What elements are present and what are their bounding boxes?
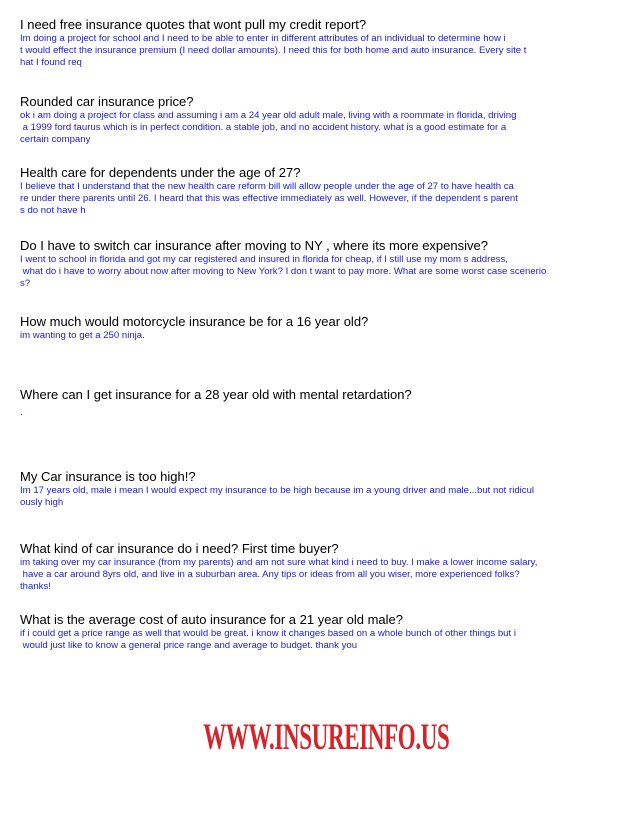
question-heading: What is the average cost of auto insurance for a 21 year old male?: [20, 612, 403, 627]
answer-text: [20, 110, 620, 146]
answer-text: [20, 33, 620, 69]
question-heading: Health care for dependents under the age of 27?: [20, 165, 301, 180]
answer-line: re under there parents until 26. I heard that this was effective immediately as well. However, if the dependent s parent: [20, 193, 518, 204]
footer-website-url: WWW.INSUREINFO.US: [203, 717, 450, 758]
question-heading: How much would motorcycle insurance be for a 16 year old?: [20, 314, 369, 329]
answer-line: Im doing a project for school and I need to be able to enter in different attributes of an individual to determine how i: [20, 33, 506, 44]
answer-text: [20, 254, 620, 290]
qa-entry-2: [20, 94, 620, 146]
answer-line: I believe that I understand that the new health care reform bill will allow people under the age of 27 to have health ca: [20, 181, 514, 192]
question-heading: Do I have to switch car insurance after moving to NY , where its more expensive?: [20, 238, 488, 253]
answer-line: certain company: [20, 134, 91, 145]
qa-entry-5: [20, 314, 620, 342]
answer-line: Im 17 years old, male i mean I would expect my insurance to be high because im a young driver and male...but not ridicul: [20, 485, 535, 496]
answer-line: t would effect the insurance premium (I need dollar amounts). I need this for both home and auto insurance. Every site t: [20, 45, 527, 56]
question-heading: Rounded car insurance price?: [20, 94, 194, 109]
question-heading: My Car insurance is too high!?: [20, 469, 196, 484]
answer-text: [20, 181, 620, 217]
answer-text: [20, 628, 620, 652]
answer-line: s?: [20, 278, 31, 289]
answer-line: ously high: [20, 497, 64, 508]
question-heading: What kind of car insurance do i need? First time buyer?: [20, 541, 339, 556]
answer-text: [20, 330, 620, 342]
answer-line: .: [20, 407, 23, 418]
answer-text: [20, 407, 620, 419]
answer-line: I went to school in florida and got my car registered and insured in florida for cheap, if I still use my mom s address,: [20, 254, 508, 265]
question-heading: I need free insurance quotes that wont pull my credit report?: [20, 17, 367, 32]
answer-line: would just like to know a general price range and average to budget. thank you: [20, 640, 358, 651]
answer-line: im taking over my car insurance (from my parents) and am not sure what kind i need to buy. I make a lower income salary,: [20, 557, 538, 568]
answer-text: [20, 485, 620, 509]
answer-line: have a car around 8yrs old, and live in a suburban area. Any tips or ideas from all you wiser, more experienced folks?: [20, 569, 520, 580]
question-heading: Where can I get insurance for a 28 year old with mental retardation?: [20, 387, 412, 402]
qa-entry-7: [20, 469, 620, 509]
answer-line: a 1999 ford taurus which is in perfect condition. a stable job, and no accident history. what is a good estimate for a: [20, 122, 507, 133]
qa-entry-6: [20, 387, 620, 419]
answer-line: what do i have to worry about now after moving to New York? I don t want to pay more. What are some worst case scenerio: [20, 266, 547, 277]
answer-line: s do not have h: [20, 205, 86, 216]
qa-entry-3: [20, 165, 620, 217]
answer-line: thanks!: [20, 581, 51, 592]
qa-entry-1: [20, 17, 620, 69]
qa-entry-8: [20, 541, 620, 593]
qa-entry-4: [20, 238, 620, 290]
answer-line: im wanting to get a 250 ninja.: [20, 330, 145, 341]
answer-text: [20, 557, 620, 593]
answer-line: if i could get a price range as well that would be great. i know it changes based on a whole bunch of other things but i: [20, 628, 516, 639]
answer-line: hat I found req: [20, 57, 82, 68]
qa-entry-9: [20, 612, 620, 652]
answer-line: ok i am doing a project for class and assuming i am a 24 year old adult male, living with a roommate in florida, driving: [20, 110, 517, 121]
